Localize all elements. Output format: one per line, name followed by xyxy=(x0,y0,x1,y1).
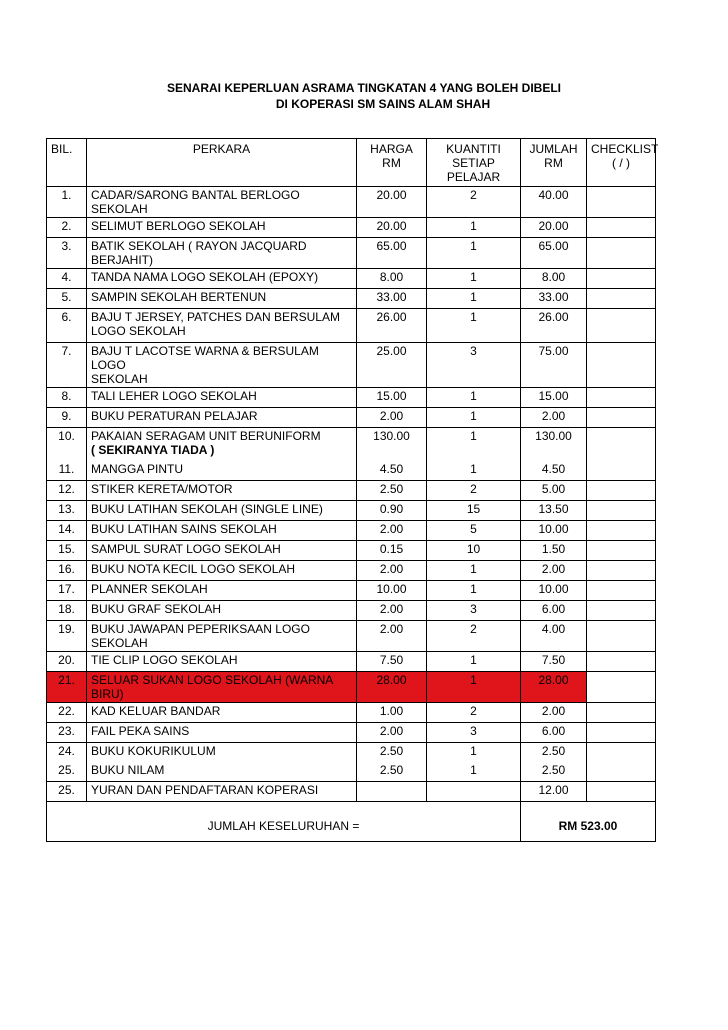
table-row xyxy=(47,762,656,782)
cell-jumlah: 130.00 xyxy=(521,428,587,462)
perkara-line: SAMPIN SEKOLAH BERTENUN xyxy=(91,290,267,304)
cell-harga: 2.00 xyxy=(357,621,427,652)
table-row xyxy=(47,672,656,703)
table-row xyxy=(47,601,656,621)
table-row xyxy=(47,269,656,289)
table-row xyxy=(47,581,656,601)
cell-harga: 4.50 xyxy=(357,461,427,481)
cell-bil: 10. xyxy=(47,428,87,462)
cell-jumlah: 15.00 xyxy=(521,388,587,408)
table-row xyxy=(47,521,656,541)
cell-harga: 2.00 xyxy=(357,561,427,581)
cell-perkara xyxy=(87,218,357,238)
cell-checklist xyxy=(587,501,656,521)
cell-jumlah: 4.50 xyxy=(521,461,587,481)
header-kuantiti-l3: PELAJAR xyxy=(446,170,501,184)
cell-jumlah: 2.00 xyxy=(521,408,587,428)
header-perkara: PERKARA xyxy=(87,139,357,187)
cell-jumlah: 8.00 xyxy=(521,269,587,289)
table-row xyxy=(47,428,656,462)
table-row xyxy=(47,621,656,652)
cell-bil: 20. xyxy=(47,652,87,672)
cell-bil: 2. xyxy=(47,218,87,238)
cell-bil: 11. xyxy=(47,461,87,481)
cell-jumlah: 65.00 xyxy=(521,238,587,269)
cell-harga: 0.90 xyxy=(357,501,427,521)
header-jumlah-l2: RM xyxy=(544,156,563,170)
cell-jumlah: 10.00 xyxy=(521,581,587,601)
cell-checklist xyxy=(587,743,656,763)
cell-bil: 21. xyxy=(47,672,87,703)
cell-perkara xyxy=(87,581,357,601)
cell-checklist xyxy=(587,541,656,561)
perkara-line: BAJU T JERSEY, PATCHES DAN BERSULAM xyxy=(91,310,340,324)
perkara-line: PLANNER SEKOLAH xyxy=(91,582,208,596)
cell-kuantiti: 2 xyxy=(427,703,521,723)
cell-jumlah: 13.50 xyxy=(521,501,587,521)
table-header-row xyxy=(47,139,656,187)
header-checklist-l1: CHECKLIST xyxy=(591,142,659,156)
table-row xyxy=(47,723,656,743)
cell-bil: 7. xyxy=(47,343,87,388)
cell-perkara xyxy=(87,461,357,481)
cell-checklist xyxy=(587,521,656,541)
perkara-line: BUKU NOTA KECIL LOGO SEKOLAH xyxy=(91,562,296,576)
cell-jumlah: 7.50 xyxy=(521,652,587,672)
perkara-line: BUKU PERATURAN PELAJAR xyxy=(91,409,258,423)
cell-perkara xyxy=(87,541,357,561)
cell-harga: 2.50 xyxy=(357,481,427,501)
cell-kuantiti: 1 xyxy=(427,218,521,238)
cell-kuantiti: 1 xyxy=(427,388,521,408)
table-row xyxy=(47,461,656,481)
cell-bil: 16. xyxy=(47,561,87,581)
cell-harga: 20.00 xyxy=(357,187,427,218)
cell-bil: 19. xyxy=(47,621,87,652)
perkara-line: SAMPUL SURAT LOGO SEKOLAH xyxy=(91,542,281,556)
cell-perkara xyxy=(87,428,357,462)
cell-kuantiti: 2 xyxy=(427,187,521,218)
cell-jumlah: 75.00 xyxy=(521,343,587,388)
perkara-line: BUKU LATIHAN SAINS SEKOLAH xyxy=(91,522,277,536)
cell-jumlah: 2.00 xyxy=(521,561,587,581)
cell-perkara xyxy=(87,621,357,652)
cell-jumlah: 2.00 xyxy=(521,703,587,723)
cell-perkara xyxy=(87,388,357,408)
cell-checklist xyxy=(587,672,656,703)
table-row xyxy=(47,388,656,408)
header-harga-l1: HARGA xyxy=(370,142,413,156)
cell-kuantiti: 3 xyxy=(427,601,521,621)
cell-checklist xyxy=(587,723,656,743)
perkara-line: TANDA NAMA LOGO SEKOLAH (EPOXY) xyxy=(91,270,319,284)
cell-checklist xyxy=(587,269,656,289)
perkara-line: STIKER KERETA/MOTOR xyxy=(91,482,233,496)
perkara-line: SELUAR SUKAN LOGO SEKOLAH (WARNA BIRU) xyxy=(91,673,333,701)
table-row xyxy=(47,652,656,672)
cell-perkara xyxy=(87,762,357,782)
table-row xyxy=(47,187,656,218)
cell-jumlah: 12.00 xyxy=(521,782,587,802)
cell-kuantiti: 1 xyxy=(427,408,521,428)
table-row xyxy=(47,309,656,343)
cell-checklist xyxy=(587,561,656,581)
cell-bil: 14. xyxy=(47,521,87,541)
cell-kuantiti: 15 xyxy=(427,501,521,521)
cell-harga: 26.00 xyxy=(357,309,427,343)
header-kuantiti xyxy=(427,139,521,187)
cell-perkara xyxy=(87,481,357,501)
cell-jumlah: 28.00 xyxy=(521,672,587,703)
cell-harga: 15.00 xyxy=(357,388,427,408)
cell-perkara xyxy=(87,501,357,521)
table-row xyxy=(47,561,656,581)
perkara-line: BUKU GRAF SEKOLAH xyxy=(91,602,222,616)
cell-perkara xyxy=(87,782,357,802)
cell-bil: 5. xyxy=(47,289,87,309)
cell-bil: 8. xyxy=(47,388,87,408)
table-row xyxy=(47,289,656,309)
cell-bil: 25. xyxy=(47,782,87,802)
title-line-1: SENARAI KEPERLUAN ASRAMA TINGKATAN 4 YANG BOLEH DIBELI xyxy=(166,81,562,95)
cell-kuantiti: 1 xyxy=(427,561,521,581)
cell-kuantiti: 3 xyxy=(427,723,521,743)
cell-jumlah: 2.50 xyxy=(521,762,587,782)
cell-jumlah: 33.00 xyxy=(521,289,587,309)
header-harga xyxy=(357,139,427,187)
cell-checklist xyxy=(587,289,656,309)
cell-harga: 65.00 xyxy=(357,238,427,269)
cell-kuantiti: 1 xyxy=(427,652,521,672)
cell-checklist xyxy=(587,621,656,652)
cell-checklist xyxy=(587,388,656,408)
cell-kuantiti: 1 xyxy=(427,309,521,343)
cell-harga: 20.00 xyxy=(357,218,427,238)
perkara-line: PAKAIAN SERAGAM UNIT BERUNIFORM xyxy=(91,429,321,443)
cell-jumlah: 6.00 xyxy=(521,723,587,743)
perkara-line: MANGGA PINTU xyxy=(91,462,184,476)
cell-harga: 2.50 xyxy=(357,762,427,782)
title-line-2: DI KOPERASI SM SAINS ALAM SHAH xyxy=(275,97,491,111)
cell-checklist xyxy=(587,762,656,782)
cell-harga: 2.50 xyxy=(357,743,427,763)
cell-checklist xyxy=(587,218,656,238)
cell-harga: 7.50 xyxy=(357,652,427,672)
perkara-line: SELIMUT BERLOGO SEKOLAH xyxy=(91,219,266,233)
cell-perkara xyxy=(87,269,357,289)
cell-bil: 6. xyxy=(47,309,87,343)
cell-jumlah: 40.00 xyxy=(521,187,587,218)
cell-bil: 23. xyxy=(47,723,87,743)
header-harga-l2: RM xyxy=(382,156,401,170)
cell-perkara xyxy=(87,187,357,218)
table-row xyxy=(47,238,656,269)
table-row xyxy=(47,501,656,521)
perkara-line: BUKU NILAM xyxy=(91,763,165,777)
cell-kuantiti: 2 xyxy=(427,481,521,501)
cell-harga: 28.00 xyxy=(357,672,427,703)
cell-checklist xyxy=(587,428,656,462)
perkara-line: LOGO SEKOLAH xyxy=(91,324,186,338)
cell-harga: 8.00 xyxy=(357,269,427,289)
cell-kuantiti: 1 xyxy=(427,672,521,703)
table-row xyxy=(47,218,656,238)
perkara-line: CADAR/SARONG BANTAL BERLOGO SEKOLAH xyxy=(91,188,300,216)
perkara-line: TIE CLIP LOGO SEKOLAH xyxy=(91,653,238,667)
cell-harga: 25.00 xyxy=(357,343,427,388)
perkara-note: ( SEKIRANYA TIADA ) xyxy=(91,443,215,457)
cell-bil: 9. xyxy=(47,408,87,428)
cell-bil: 1. xyxy=(47,187,87,218)
cell-harga: 1.00 xyxy=(357,703,427,723)
cell-kuantiti: 1 xyxy=(427,289,521,309)
perkara-line: YURAN DAN PENDAFTARAN KOPERASI xyxy=(91,783,319,797)
cell-kuantiti: 1 xyxy=(427,428,521,462)
cell-harga xyxy=(357,782,427,802)
header-kuantiti-l2: SETIAP xyxy=(452,156,495,170)
cell-jumlah: 6.00 xyxy=(521,601,587,621)
header-checklist xyxy=(587,139,659,187)
cell-perkara xyxy=(87,672,357,703)
cell-perkara xyxy=(87,652,357,672)
cell-perkara xyxy=(87,408,357,428)
cell-kuantiti: 1 xyxy=(427,269,521,289)
cell-bil: 24. xyxy=(47,743,87,763)
cell-checklist xyxy=(587,408,656,428)
perkara-line: FAIL PEKA SAINS xyxy=(91,724,190,738)
cell-harga: 2.00 xyxy=(357,723,427,743)
cell-jumlah: 5.00 xyxy=(521,481,587,501)
cell-checklist xyxy=(587,461,656,481)
table-row xyxy=(47,481,656,501)
cell-perkara xyxy=(87,703,357,723)
table-row xyxy=(47,782,656,802)
perkara-line: SEKOLAH xyxy=(91,372,148,386)
cell-checklist xyxy=(587,309,656,343)
header-bil: BIL. xyxy=(47,139,87,187)
cell-checklist xyxy=(587,601,656,621)
perkara-line: BUKU KOKURIKULUM xyxy=(91,744,216,758)
cell-kuantiti: 2 xyxy=(427,621,521,652)
cell-checklist xyxy=(587,238,656,269)
cell-jumlah: 20.00 xyxy=(521,218,587,238)
cell-jumlah: 10.00 xyxy=(521,521,587,541)
cell-perkara xyxy=(87,743,357,763)
cell-perkara xyxy=(87,309,357,343)
total-label: JUMLAH KESELURUHAN = xyxy=(47,802,521,842)
cell-jumlah: 4.00 xyxy=(521,621,587,652)
cell-checklist xyxy=(587,652,656,672)
items-table xyxy=(46,138,659,842)
cell-bil: 25. xyxy=(47,762,87,782)
cell-checklist xyxy=(587,187,656,218)
cell-kuantiti: 3 xyxy=(427,343,521,388)
cell-kuantiti: 1 xyxy=(427,581,521,601)
cell-kuantiti: 1 xyxy=(427,762,521,782)
perkara-line: BAJU T LACOTSE WARNA & BERSULAM LOGO xyxy=(91,344,319,372)
cell-harga: 2.00 xyxy=(357,601,427,621)
cell-perkara xyxy=(87,561,357,581)
cell-bil: 3. xyxy=(47,238,87,269)
header-checklist-l2: ( / ) xyxy=(612,156,630,170)
cell-harga: 0.15 xyxy=(357,541,427,561)
cell-checklist xyxy=(587,581,656,601)
cell-perkara xyxy=(87,521,357,541)
cell-checklist xyxy=(587,343,656,388)
cell-jumlah: 26.00 xyxy=(521,309,587,343)
cell-harga: 2.00 xyxy=(357,408,427,428)
cell-kuantiti: 1 xyxy=(427,743,521,763)
cell-bil: 4. xyxy=(47,269,87,289)
header-jumlah xyxy=(521,139,587,187)
cell-kuantiti xyxy=(427,782,521,802)
table-row xyxy=(47,541,656,561)
table-row xyxy=(47,408,656,428)
table-row xyxy=(47,703,656,723)
cell-bil: 22. xyxy=(47,703,87,723)
cell-checklist xyxy=(587,703,656,723)
table-row xyxy=(47,743,656,763)
cell-perkara xyxy=(87,343,357,388)
cell-bil: 15. xyxy=(47,541,87,561)
cell-bil: 17. xyxy=(47,581,87,601)
cell-kuantiti: 10 xyxy=(427,541,521,561)
cell-jumlah: 1.50 xyxy=(521,541,587,561)
perkara-line: KAD KELUAR BANDAR xyxy=(91,704,221,718)
total-value: RM 523.00 xyxy=(521,802,656,842)
cell-checklist xyxy=(587,481,656,501)
cell-harga: 2.00 xyxy=(357,521,427,541)
cell-harga: 130.00 xyxy=(357,428,427,462)
header-kuantiti-l1: KUANTITI xyxy=(446,142,501,156)
cell-perkara xyxy=(87,723,357,743)
total-row xyxy=(47,802,656,842)
cell-harga: 33.00 xyxy=(357,289,427,309)
table-row xyxy=(47,343,656,388)
cell-bil: 12. xyxy=(47,481,87,501)
cell-perkara xyxy=(87,601,357,621)
header-jumlah-l1: JUMLAH xyxy=(529,142,578,156)
cell-kuantiti: 1 xyxy=(427,461,521,481)
cell-kuantiti: 5 xyxy=(427,521,521,541)
cell-perkara xyxy=(87,238,357,269)
cell-bil: 18. xyxy=(47,601,87,621)
cell-harga: 10.00 xyxy=(357,581,427,601)
cell-bil: 13. xyxy=(47,501,87,521)
cell-kuantiti: 1 xyxy=(427,238,521,269)
perkara-line: TALI LEHER LOGO SEKOLAH xyxy=(91,389,257,403)
cell-perkara xyxy=(87,289,357,309)
perkara-line: BATIK SEKOLAH ( RAYON JACQUARD BERJAHIT) xyxy=(91,239,307,267)
cell-checklist xyxy=(587,782,656,802)
cell-jumlah: 2.50 xyxy=(521,743,587,763)
perkara-line: BUKU JAWAPAN PEPERIKSAAN LOGO SEKOLAH xyxy=(91,622,310,650)
perkara-line: BUKU LATIHAN SEKOLAH (SINGLE LINE) xyxy=(91,502,323,516)
document-title xyxy=(0,80,728,112)
